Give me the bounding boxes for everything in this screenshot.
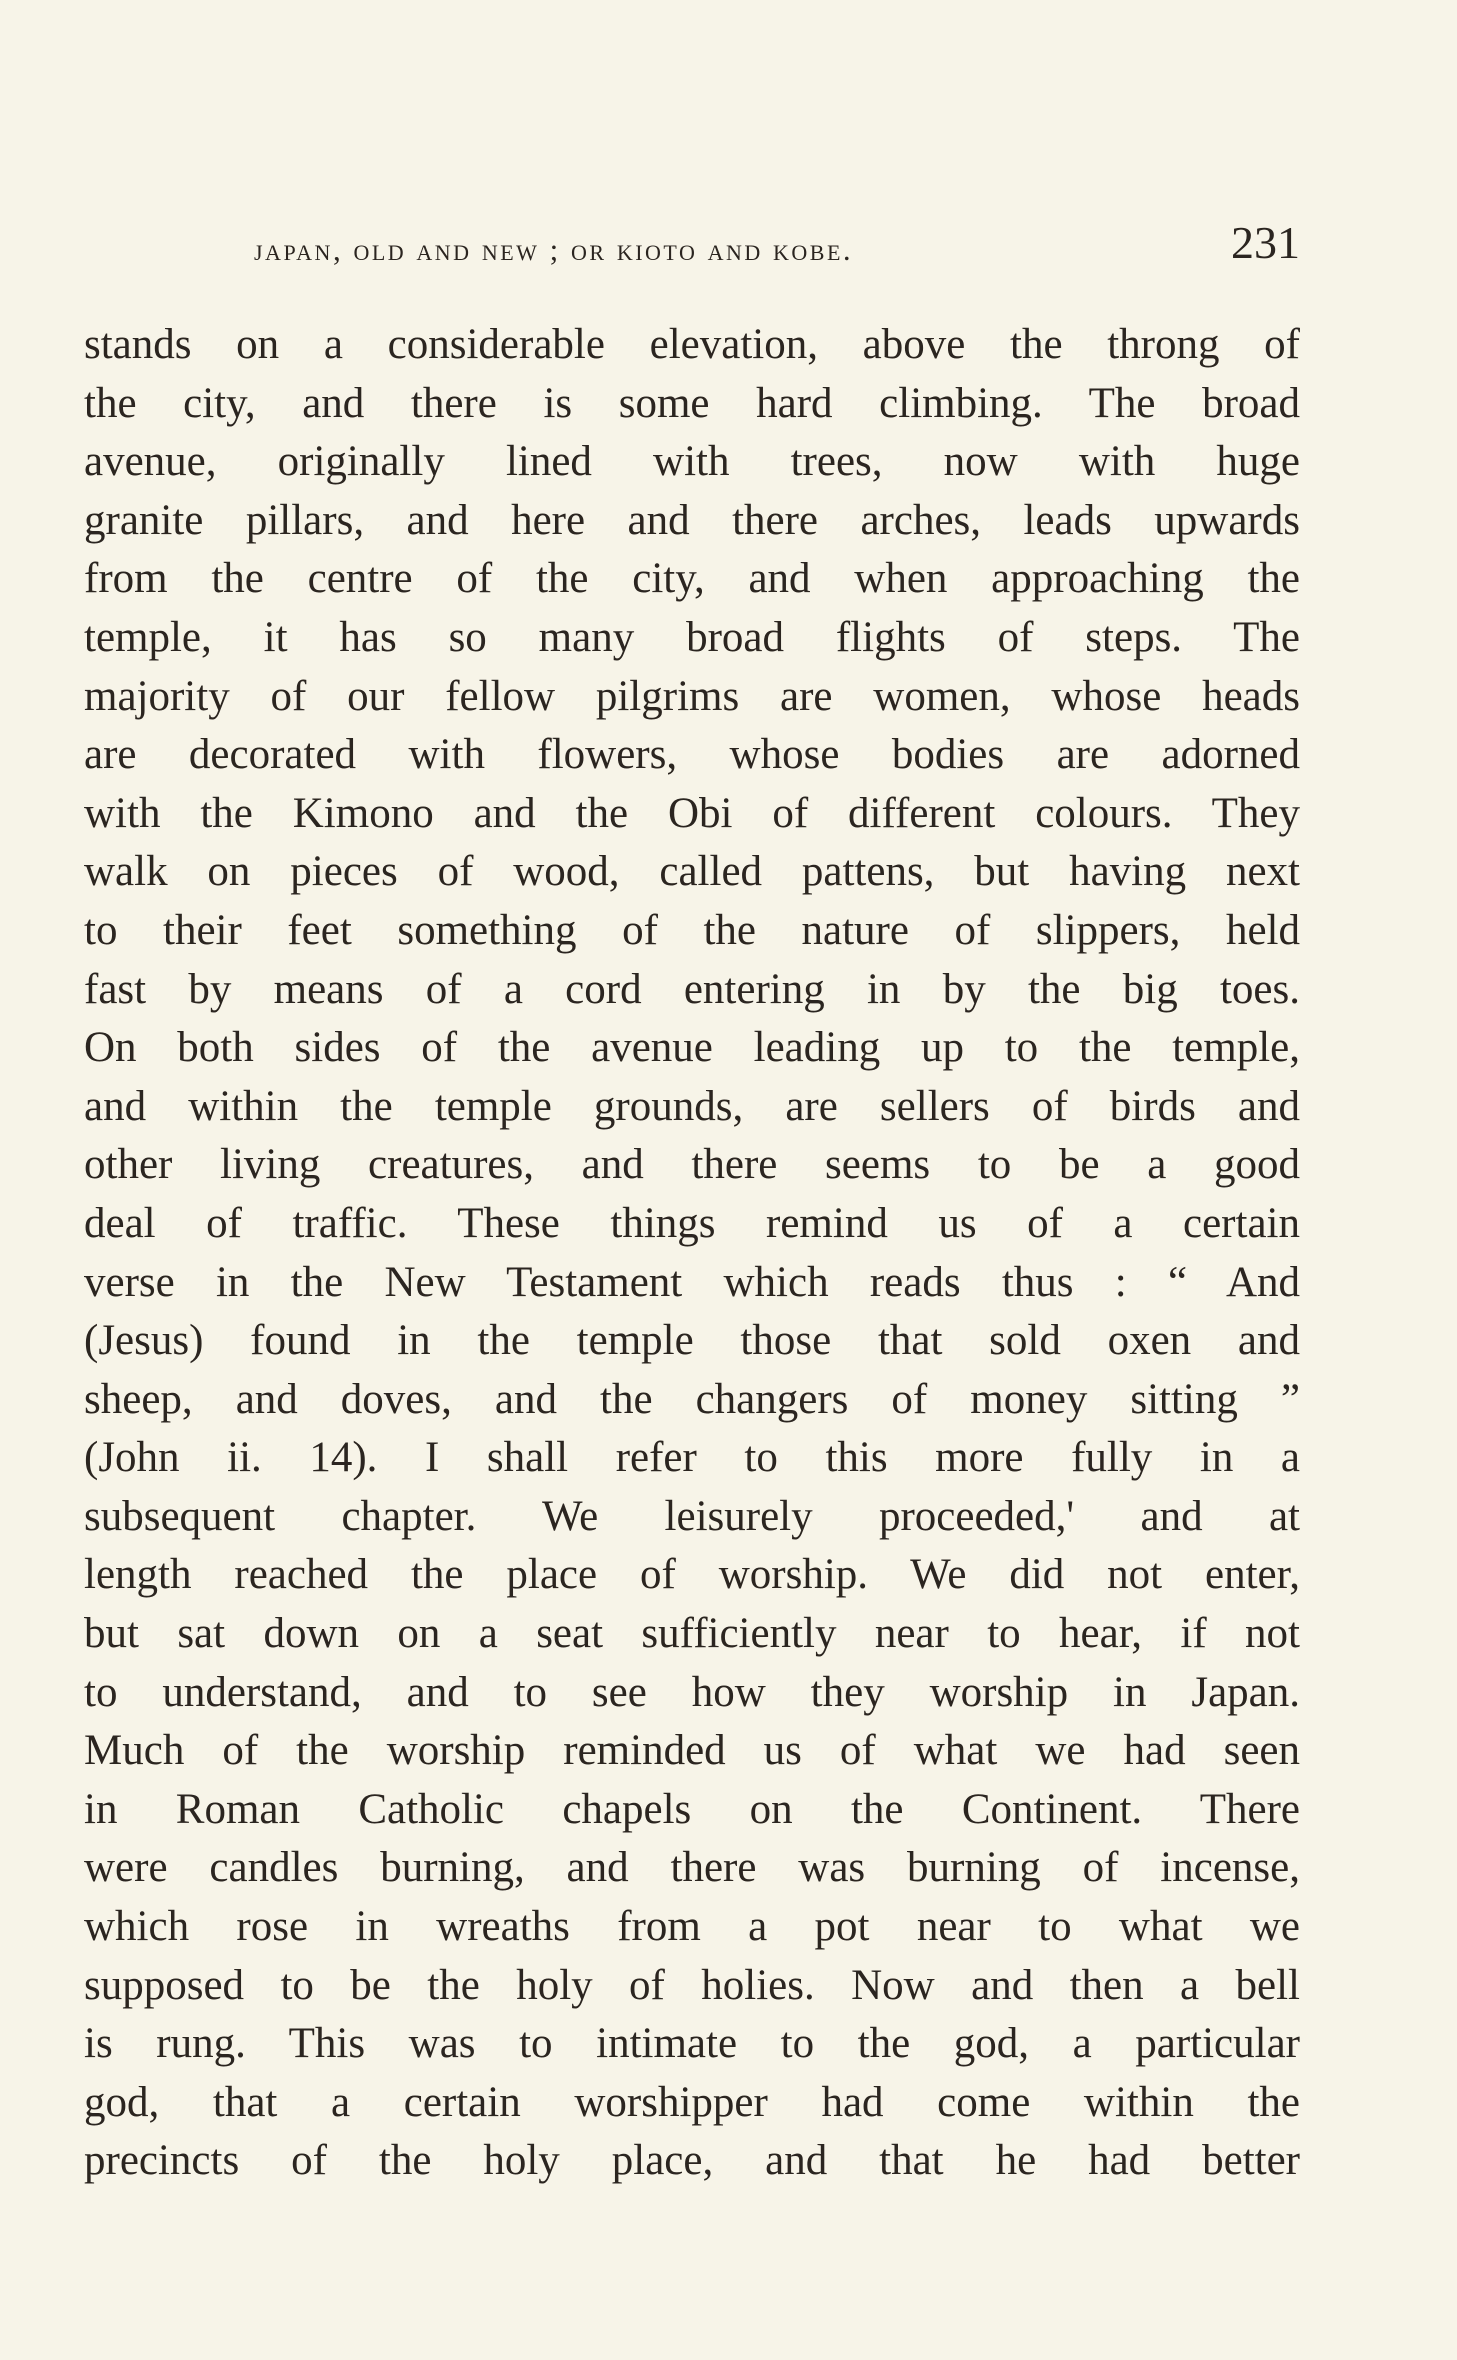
text-line: to their feet something of the nature of slippers, held — [84, 906, 1300, 954]
text-line: walk on pieces of wood, called pattens, but having next — [84, 848, 1300, 896]
body-text — [84, 316, 1300, 2191]
text-line: other living creatures, and there seems to be a good — [84, 1141, 1300, 1189]
text-line: precincts of the holy place, and that he had better — [84, 2137, 1300, 2185]
running-head — [84, 210, 1300, 280]
text-line: were candles burning, and there was burning of incense, — [84, 1844, 1300, 1892]
text-line: avenue, originally lined with trees, now with huge — [84, 438, 1300, 486]
text-line: stands on a considerable elevation, above the throng of — [84, 321, 1300, 368]
text-line: (John ii. 14). I shall refer to this more fully in a — [84, 1434, 1300, 1482]
text-line: Much of the worship reminded us of what we had seen — [84, 1727, 1300, 1775]
text-line: temple, it has so many broad flights of steps. The — [84, 613, 1300, 661]
text-line: the city, and there is some hard climbing. The broad — [84, 379, 1300, 427]
text-line: deal of traffic. These things remind us of a certain — [84, 1199, 1300, 1247]
text-line: On both sides of the avenue leading up to the temple, — [84, 1024, 1300, 1072]
text-line: with the Kimono and the Obi of different colours. They — [84, 789, 1300, 837]
text-line: verse in the New Testament which reads thus : “ And — [84, 1258, 1300, 1306]
text-line: sheep, and doves, and the changers of money sitting ” — [84, 1375, 1300, 1423]
text-line: (Jesus) found in the temple those that sold oxen and — [84, 1317, 1300, 1365]
text-line: length reached the place of worship. We did not enter, — [84, 1551, 1300, 1599]
text-line: to understand, and to see how they worship in Japan. — [84, 1668, 1300, 1716]
text-line: are decorated with flowers, whose bodies are adorned — [84, 731, 1300, 779]
text-line: in Roman Catholic chapels on the Continent. There — [84, 1785, 1300, 1833]
text-line: supposed to be the holy of holies. Now and then a bell — [84, 1961, 1300, 2009]
text-line: god, that a certain worshipper had come within the — [84, 2078, 1300, 2126]
text-line: fast by means of a cord entering in by the big toes. — [84, 965, 1300, 1013]
text-line: and within the temple grounds, are sellers of birds and — [84, 1082, 1300, 1130]
text-line: from the centre of the city, and when approaching the — [84, 555, 1300, 603]
text-line: which rose in wreaths from a pot near to what we — [84, 1903, 1300, 1951]
text-line: is rung. This was to intimate to the god, a particular — [84, 2020, 1300, 2068]
text-line: majority of our fellow pilgrims are women, whose heads — [84, 672, 1300, 720]
page-number: 231 — [1231, 217, 1300, 268]
running-title: japan, old and new ; or kioto and kobe. — [254, 232, 854, 267]
text-line: but sat down on a seat sufficiently near to hear, if not — [84, 1610, 1300, 1658]
text-line: subsequent chapter. We leisurely proceeded,' and at — [84, 1492, 1300, 1540]
text-line: granite pillars, and here and there arches, leads upwards — [84, 496, 1300, 544]
